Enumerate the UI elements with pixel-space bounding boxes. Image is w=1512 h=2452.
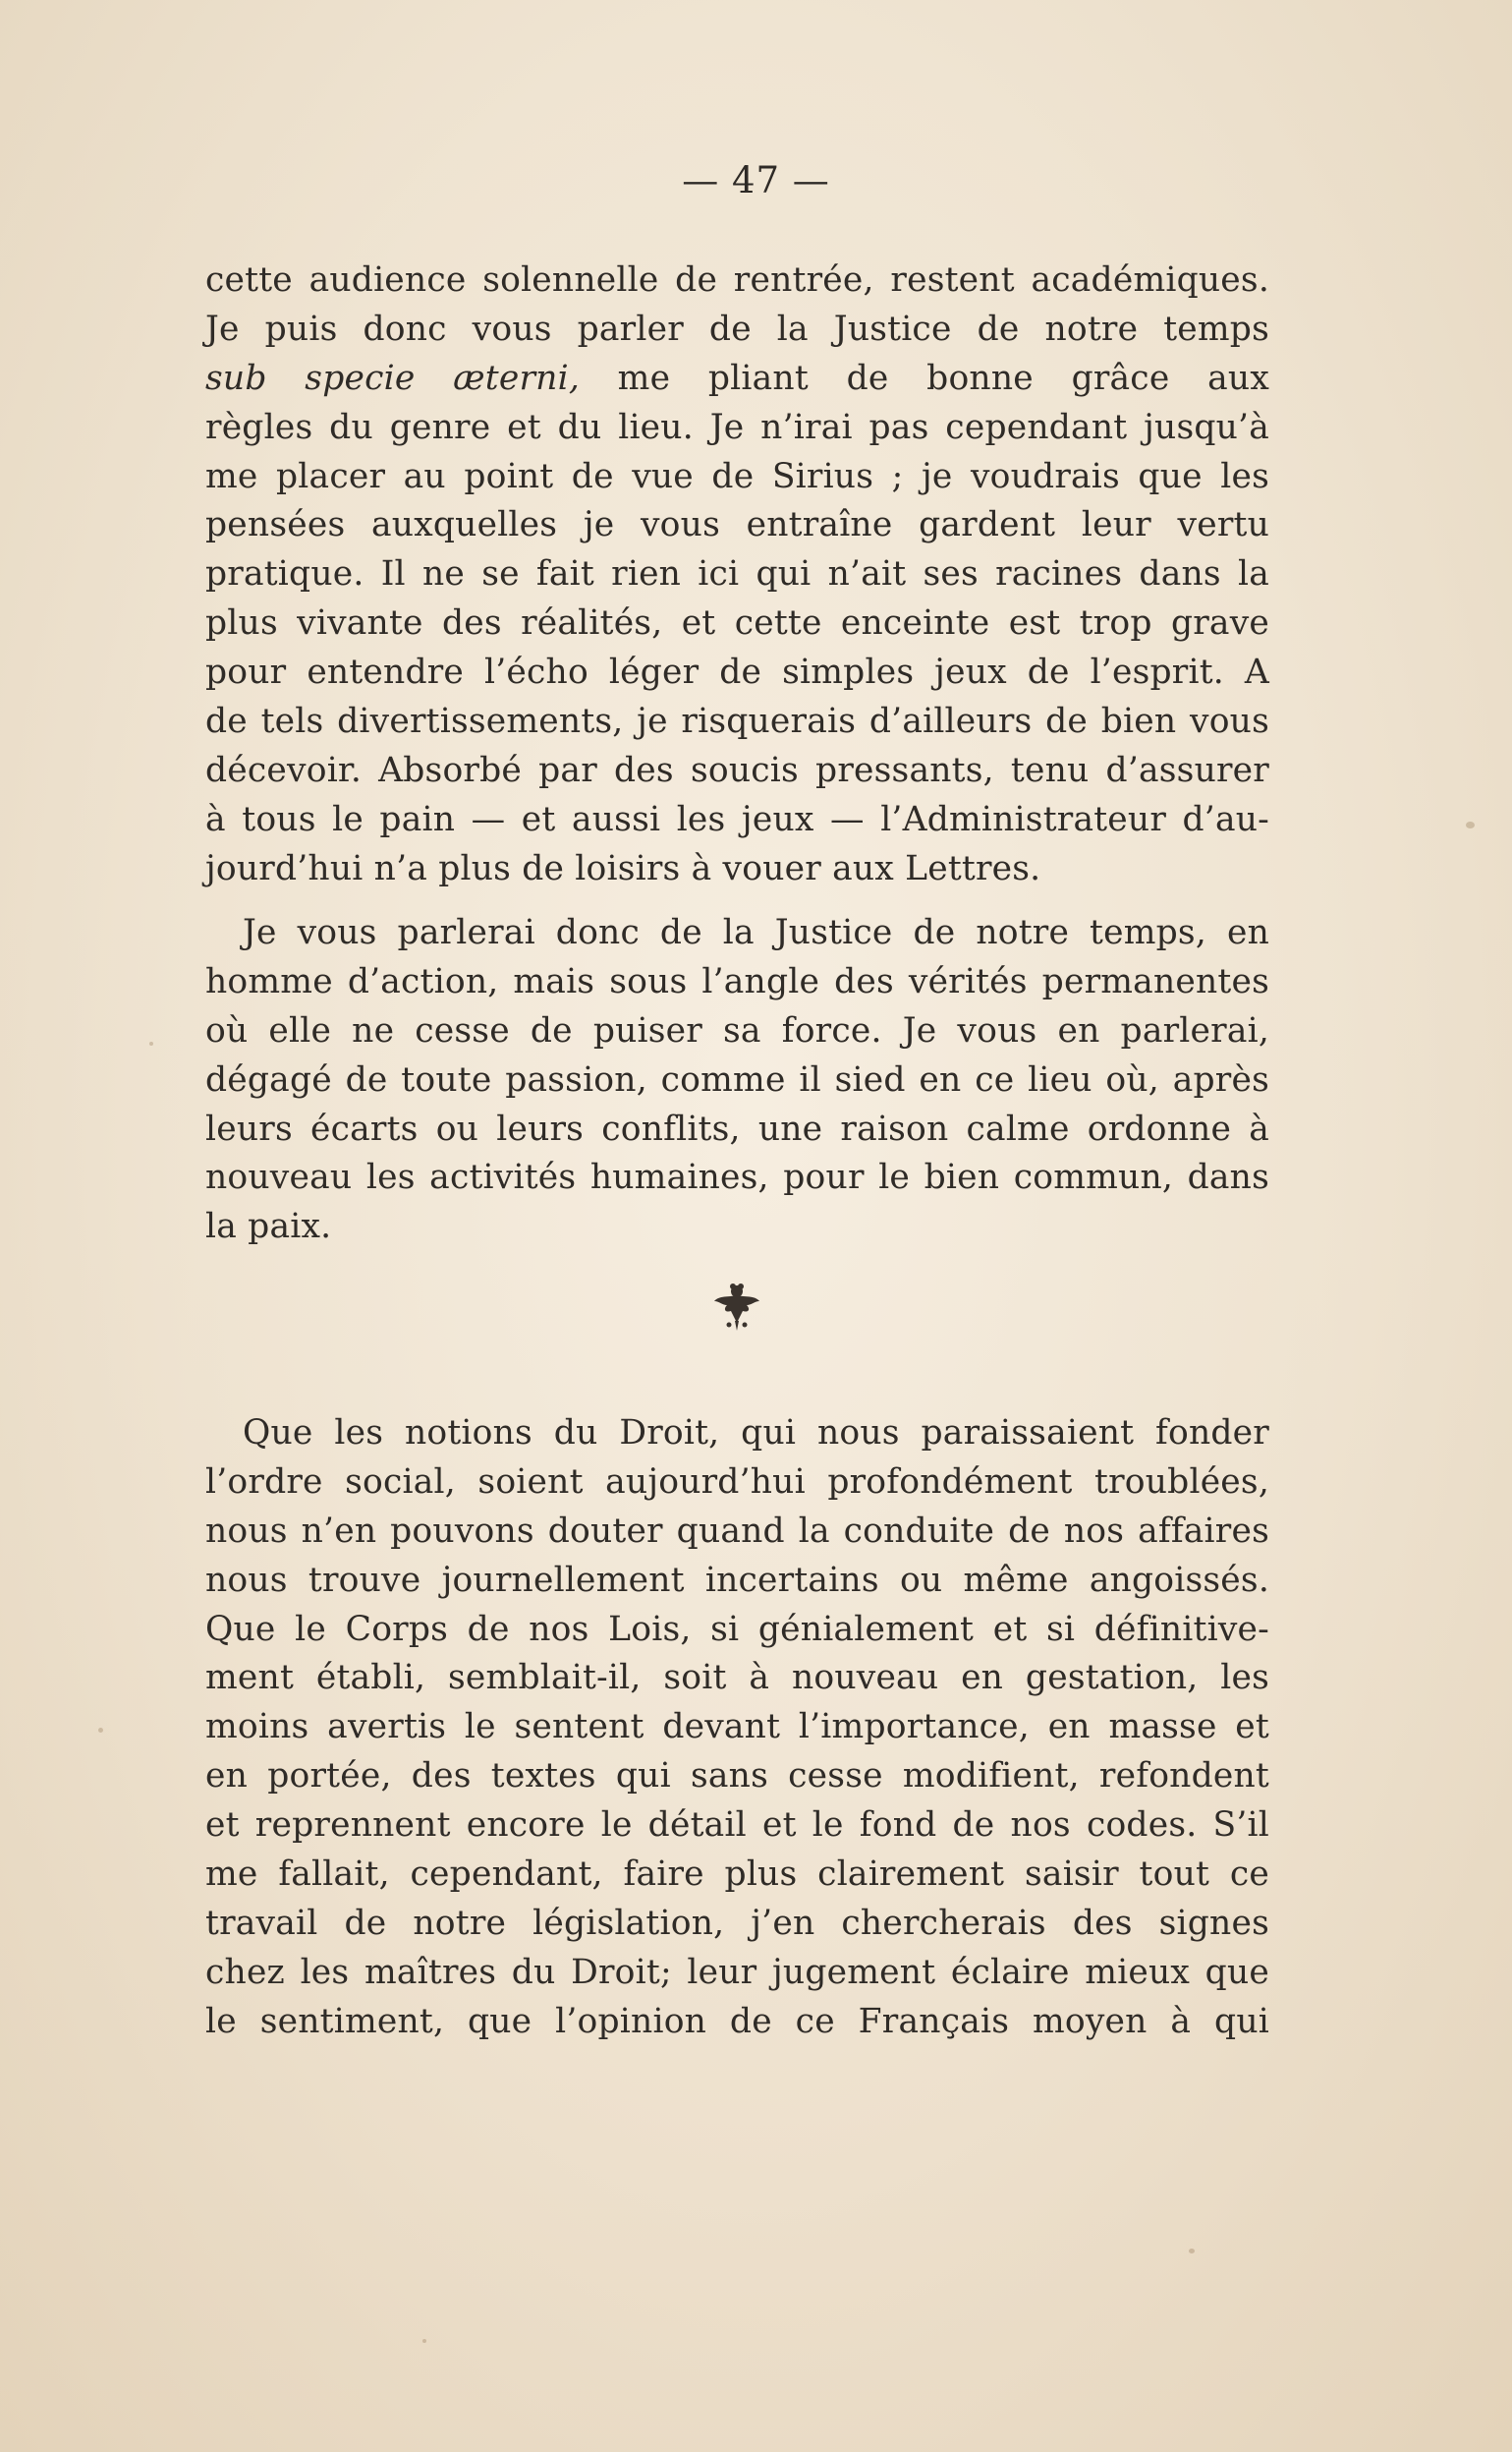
text-line: cette audience solennelle de rentrée, restent académiques. xyxy=(205,260,1269,300)
text-line: plus vivante des réalités, et cette enceinte est trop grave xyxy=(205,603,1269,644)
text-line: à tous le pain — et aussi les jeux — l’Administrateur d’au- xyxy=(205,799,1269,839)
text-line: Que les notions du Droit, qui nous paraissaient fonder xyxy=(243,1413,1269,1453)
text-line: où elle ne cesse de puiser sa force. Je vous en parlerai, xyxy=(205,1010,1269,1051)
text-line: me fallait, cependant, faire plus clairement saisir tout ce xyxy=(205,1854,1269,1895)
text-line: règles du genre et du lieu. Je n’irai pas cependant jusqu’à xyxy=(205,407,1269,447)
latin-phrase: sub specie æterni, xyxy=(205,358,580,398)
paper-speck xyxy=(1189,2249,1195,2253)
text-line: pensées auxquelles je vous entraîne gardent leur vertu xyxy=(205,505,1269,545)
text-line: et reprennent encore le détail et le fond de nos codes. S’il xyxy=(205,1805,1269,1846)
text-line: pour entendre l’écho léger de simples jeux de l’esprit. A xyxy=(205,653,1269,693)
text-line-with-latin xyxy=(205,355,1269,404)
text-line: décevoir. Absorbé par des soucis pressants, tenu d’assurer xyxy=(205,750,1269,790)
text-line: ment établi, semblait-il, soit à nouveau en gestation, les xyxy=(205,1658,1269,1698)
paper-speck xyxy=(149,1042,153,1046)
text-line: le sentiment, que l’opinion de ce Français moyen à qui xyxy=(205,2001,1269,2041)
text-line: Que le Corps de nos Lois, si génialement et si définitive- xyxy=(205,1609,1269,1649)
paragraph-1 xyxy=(205,257,1269,894)
page-number: — 47 — xyxy=(682,159,830,201)
text-line: l’ordre social, soient aujourd’hui profondément troublées, xyxy=(205,1461,1269,1502)
fleuron-icon xyxy=(709,1280,764,1335)
paragraph-3 xyxy=(205,1409,1269,2047)
text-line: nous n’en pouvons douter quand la conduite de nos affaires xyxy=(205,1511,1269,1551)
text-line: homme d’action, mais sous l’angle des vérités permanentes xyxy=(205,961,1269,1001)
text-line: chez les maîtres du Droit; leur jugement éclaire mieux que xyxy=(205,1952,1269,1992)
text-line-rest: me pliant de bonne grâce aux xyxy=(617,358,1269,398)
text-line: pratique. Il ne se fait rien ici qui n’ait ses racines dans la xyxy=(205,554,1269,595)
text-line: dégagé de toute passion, comme il sied en ce lieu où, après xyxy=(205,1059,1269,1100)
text-line: jourd’hui n’a plus de loisirs à vouer aux Lettres. xyxy=(205,848,1041,888)
text-line: me placer au point de vue de Sirius ; je voudrais que les xyxy=(205,456,1269,496)
text-line: nous trouve journellement incertains ou même angoissés. xyxy=(205,1560,1269,1600)
text-line: Je puis donc vous parler de la Justice de notre temps xyxy=(205,309,1269,349)
paper-speck xyxy=(1466,822,1475,828)
text-line: en portée, des textes qui sans cesse modifient, refondent xyxy=(205,1756,1269,1796)
text-line: la paix. xyxy=(205,1207,332,1247)
text-line: nouveau les activités humaines, pour le bien commun, dans xyxy=(205,1158,1269,1198)
fleuron-icon-svg xyxy=(709,1280,764,1335)
text-line: de tels divertissements, je risquerais d’ailleurs de bien vous xyxy=(205,702,1269,742)
text-line: travail de notre législation, j’en chercherais des signes xyxy=(205,1903,1269,1943)
paragraph-2 xyxy=(205,909,1269,1252)
text-line: leurs écarts ou leurs conflits, une raison calme ordonne à xyxy=(205,1109,1269,1149)
paper-speck xyxy=(422,2339,426,2343)
paper-speck xyxy=(98,1728,103,1733)
text-line: moins avertis le sentent devant l’importance, en masse et xyxy=(205,1707,1269,1747)
text-line: Je vous parlerai donc de la Justice de notre temps, en xyxy=(243,913,1269,952)
